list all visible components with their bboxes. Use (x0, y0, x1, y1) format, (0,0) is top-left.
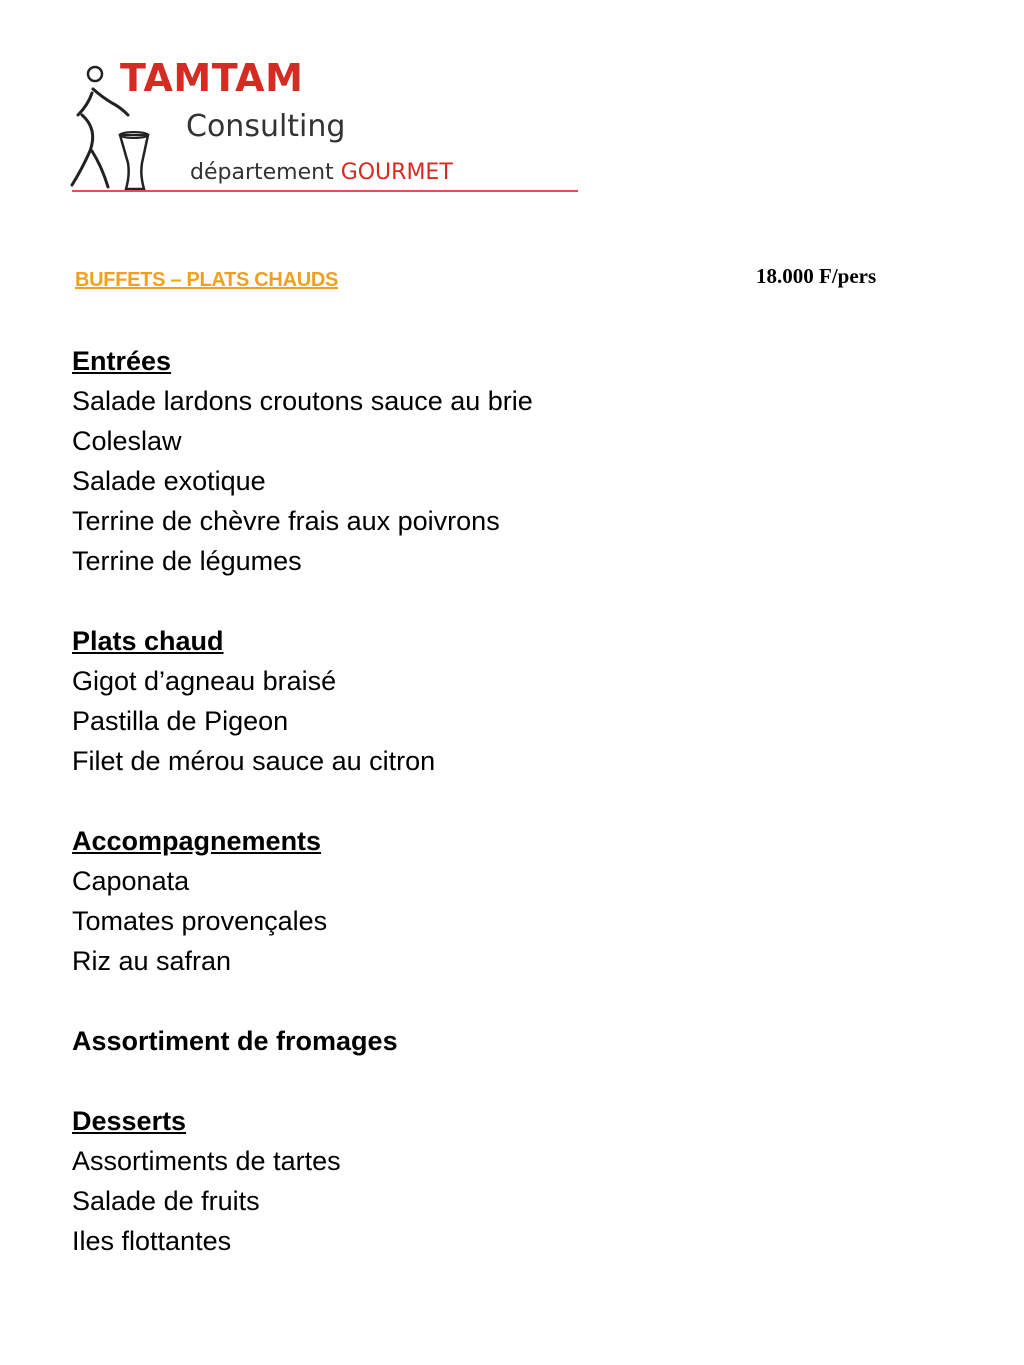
company-logo (68, 55, 583, 200)
menu-item: Salade lardons croutons sauce au brie (72, 386, 533, 416)
menu-list (72, 341, 972, 1261)
menu-item: Caponata (72, 866, 190, 896)
brand-subtitle: Consulting (186, 109, 346, 144)
price-per-person: 18.000 F/pers (756, 264, 877, 288)
heading-fromages: Assortiment de fromages (72, 1026, 398, 1056)
menu-item: Iles flottantes (72, 1226, 232, 1256)
menu-item: Tomates provençales (72, 906, 328, 936)
heading-plats-chaud: Plats chaud (72, 626, 224, 656)
menu-item: Terrine de chèvre frais aux poivrons (72, 506, 500, 536)
heading-desserts: Desserts (72, 1106, 187, 1136)
logo-divider (72, 190, 578, 192)
menu-item: Riz au safran (72, 946, 232, 976)
menu-item: Filet de mérou sauce au citron (72, 746, 436, 776)
department-name: GOURMET (340, 160, 453, 185)
menu-item: Salade de fruits (72, 1186, 260, 1216)
department-label (190, 158, 453, 188)
heading-entrees: Entrées (72, 346, 172, 376)
section-title: BUFFETS – PLATS CHAUDS (75, 269, 339, 291)
menu-item: Coleslaw (72, 426, 182, 456)
menu-item: Terrine de légumes (72, 546, 302, 576)
department-prefix: département (190, 160, 334, 185)
menu-item: Gigot d’agneau braisé (72, 666, 337, 696)
heading-accompagnements: Accompagnements (72, 826, 322, 856)
brand-name: TAMTAM (120, 56, 304, 100)
menu-item: Salade exotique (72, 466, 266, 496)
menu-item: Pastilla de Pigeon (72, 706, 289, 736)
menu-item: Assortiments de tartes (72, 1146, 341, 1176)
